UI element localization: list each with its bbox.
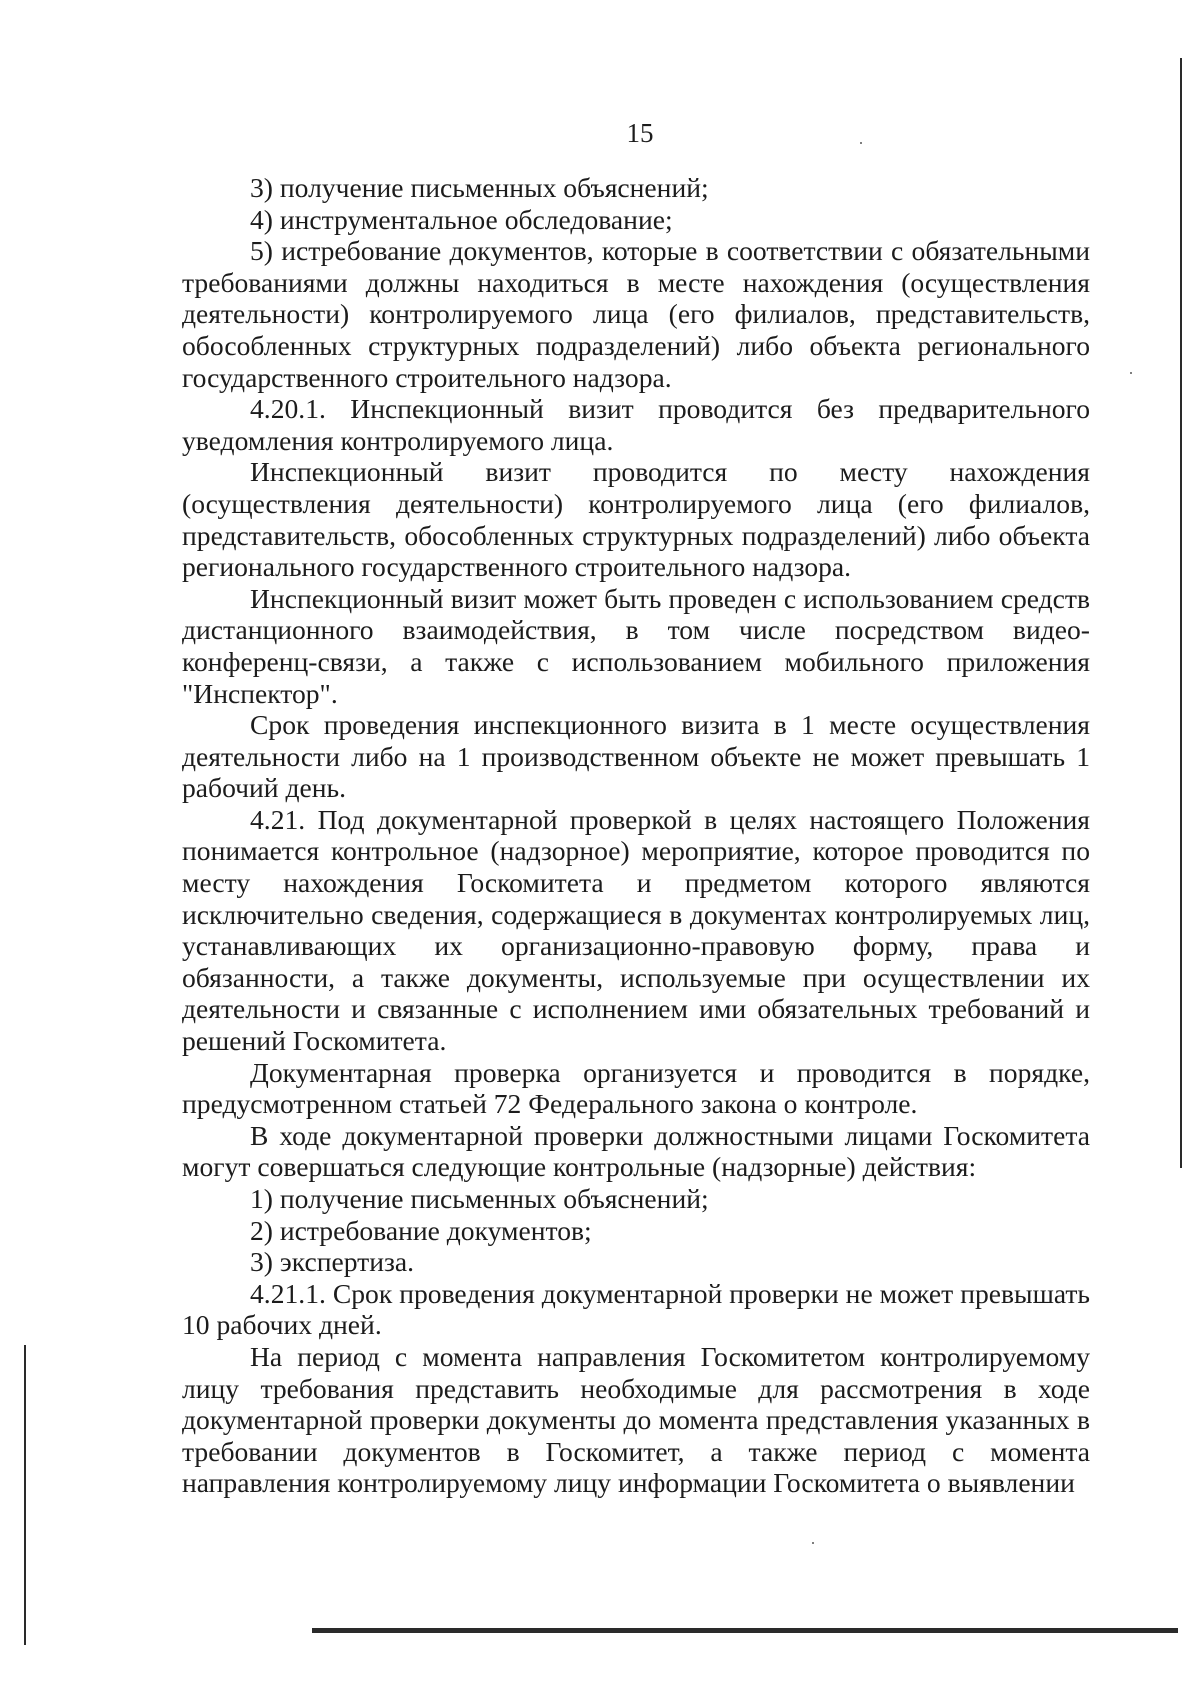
clause-paragraph: 4.21. Под документарной проверкой в целях настоящего Положения понимается контрольное (надзорное) мероприятие, которое проводится по месту нахождения Госкомитета и предметом которого являются исключительно сведения, содержащиеся в документах контролируемых лиц, устанавливающих их организационно-правовую форму, права и обязанности, а также документы, используемые при осуществлении их деятельности и связанные с исполнением ими обязательных требований и решений Госкомитета.	[182, 803, 1090, 1057]
list-item: 3) получение письменных объяснений;	[250, 172, 709, 203]
list-item: 3) экспертиза.	[250, 1246, 415, 1278]
scan-edge-bottom	[312, 1628, 1178, 1633]
page-number: 15	[626, 118, 654, 148]
body-paragraph: Инспекционный визит может быть проведен с использованием средств дистанционного взаимодействия, в том числе посредством видео-конференц-связи, а также с использованием мобильного приложения "Инспектор".	[182, 582, 1090, 709]
scan-edge-right	[1180, 58, 1182, 1168]
scan-speck	[812, 1542, 814, 1544]
body-paragraph: Инспекционный визит проводится по месту нахождения (осуществления деятельности) контролируемого лица (его филиалов, представительств, обособленных структурных подразделений) либо объекта регионального государственного строительного надзора.	[182, 456, 1090, 583]
list-item: 1) получение письменных объяснений;	[250, 1183, 709, 1214]
body-paragraph: Срок проведения инспекционного визита в 1 месте осуществления деятельности либо на 1 производственном объекте не может превышать 1 рабочий день.	[182, 709, 1090, 804]
list-item: 4) инструментальное обследование;	[250, 203, 673, 235]
scan-speck	[1130, 372, 1132, 374]
document-body	[182, 172, 1090, 1499]
scan-speck	[860, 142, 862, 144]
list-item: 5) истребование документов, которые в соответствии с обязательными требованиями должны находиться в месте нахождения (осуществления деятельности) контролируемого лица (его филиалов, представительств, обособленных структурных подразделений) либо объекта регионального государственного строительного надзора.	[182, 235, 1090, 393]
clause-paragraph: 4.20.1. Инспекционный визит проводится без предварительного уведомления контролируемого лица.	[182, 393, 1090, 456]
body-paragraph: Документарная проверка организуется и проводится в порядке, предусмотренном статьей 72 Федерального закона о контроле.	[182, 1056, 1090, 1120]
body-paragraph: На период с момента направления Госкомитетом контролируемому лицу требования представить необходимые для рассмотрения в ходе документарной проверки документы до момента представления указанных в требовании документов в Госкомитет, а также период с момента направления контролируемому лицу информации Госкомитета о выявлении	[182, 1340, 1090, 1499]
scan-edge-left	[24, 1345, 26, 1645]
clause-paragraph: 4.21.1. Срок проведения документарной проверки не может превышать 10 рабочих дней.	[182, 1277, 1090, 1341]
list-item: 2) истребование документов;	[250, 1214, 592, 1246]
body-paragraph: В ходе документарной проверки должностными лицами Госкомитета могут совершаться следующие контрольные (надзорные) действия:	[182, 1119, 1090, 1183]
